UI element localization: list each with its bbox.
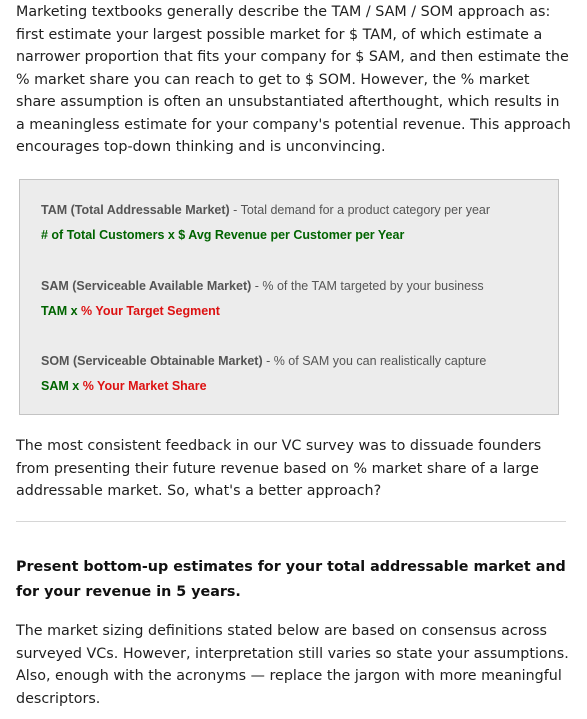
sam-description: - % of the TAM targeted by your business: [251, 279, 484, 293]
tam-definition: [41, 202, 490, 218]
som-formula-base: SAM x: [41, 379, 83, 393]
tam-description: - Total demand for a product category per year: [229, 203, 491, 217]
section-heading: Present bottom-up estimates for your total addressable market and for your revenue in 5 years.: [16, 559, 566, 600]
definitions-box: [19, 179, 559, 415]
som-description: - % of SAM you can realistically capture: [262, 354, 487, 368]
som-definition: [41, 353, 486, 369]
feedback-paragraph: The most consistent feedback in our VC survey was to dissuade founders from presenting their future revenue based on % market share of a large addressable market. So, what's a better approach?: [16, 438, 542, 499]
sam-formula: [41, 303, 220, 319]
som-term: SOM (Serviceable Obtainable Market): [41, 354, 263, 368]
sam-formula-base: TAM x: [41, 304, 82, 318]
intro-paragraph: Marketing textbooks generally describe the TAM / SAM / SOM approach as: first estimate your largest possible market for $ TAM, of which estimate a narrower proportion that fits your company for $ SAM, and then estimate the % market share you can reach to get to $ SOM. However, the % market share assumption is often an unsubstantiated afterthought, which results in a meaningless estimate for your company's potential revenue. This approach encourages top-down thinking and is unconvincing.: [16, 4, 571, 155]
tam-term: TAM (Total Addressable Market): [41, 203, 230, 217]
sam-definition: [41, 278, 484, 294]
som-formula-share: % Your Market Share: [82, 379, 207, 393]
section-divider: [16, 521, 566, 522]
tam-formula: [41, 227, 404, 243]
sam-formula-segment: % Your Target Segment: [81, 304, 220, 318]
tam-formula-text: # of Total Customers x $ Avg Revenue per Customer per Year: [41, 228, 405, 242]
sam-term: SAM (Serviceable Available Market): [41, 279, 252, 293]
som-formula: [41, 378, 207, 394]
definitions-paragraph: The market sizing definitions stated below are based on consensus across surveyed VCs. However, interpretation still varies so state your assumptions. Also, enough with the acronyms — replace the jargon with more meaningful descriptors.: [16, 623, 569, 707]
